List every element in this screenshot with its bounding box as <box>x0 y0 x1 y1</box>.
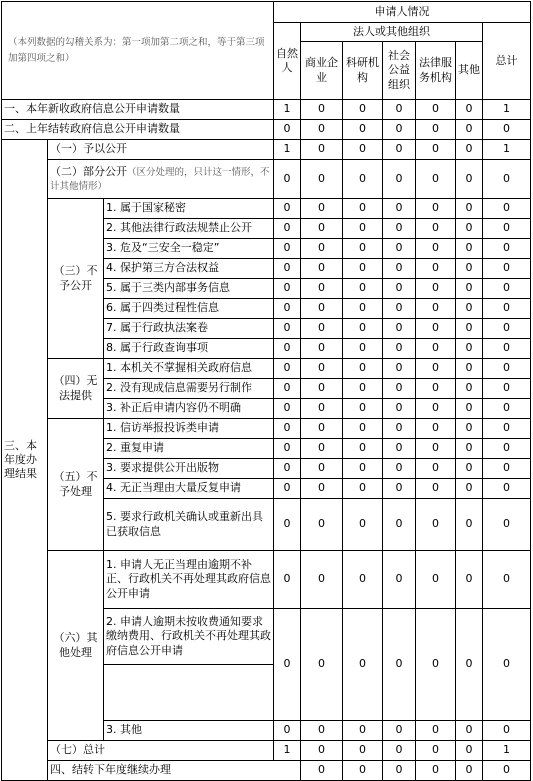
group6-label: （六）其他处理 <box>48 551 104 741</box>
row-label: 一、本年新收政府信息公开申请数量 <box>2 100 274 120</box>
cell: 0 <box>383 479 416 499</box>
cell: 0 <box>343 761 383 781</box>
cell: 0 <box>416 459 456 479</box>
cell: 0 <box>301 299 343 319</box>
row-label: 四、结转下年度继续办理 <box>48 761 301 781</box>
cell: 0 <box>383 459 416 479</box>
cell: 0 <box>383 721 416 741</box>
header-commercial: 商业企业 <box>301 42 343 100</box>
cell: 0 <box>483 399 531 419</box>
cell: 0 <box>383 279 416 299</box>
cell: 0 <box>483 551 531 609</box>
cell: 0 <box>343 279 383 299</box>
cell: 0 <box>416 100 456 120</box>
cell: 0 <box>301 399 343 419</box>
cell: 0 <box>483 279 531 299</box>
row-label: （七）总计 <box>48 741 274 761</box>
cell: 0 <box>301 379 343 399</box>
partial-label: （二）部分公开 <box>50 164 127 178</box>
row-label: 2. 重复申请 <box>104 439 274 459</box>
cell: 0 <box>383 319 416 339</box>
cell: 0 <box>416 279 456 299</box>
cell: 0 <box>383 160 416 199</box>
table-row <box>2 199 531 219</box>
group4-label: （四）无法提供 <box>48 359 104 419</box>
cell: 0 <box>383 140 416 160</box>
cell: 0 <box>301 551 343 609</box>
cell: 0 <box>343 479 383 499</box>
cell: 0 <box>301 140 343 160</box>
row-label: 8. 属于行政查询事项 <box>104 339 274 359</box>
cell: 1 <box>483 140 531 160</box>
cell: 0 <box>301 359 343 379</box>
cell: 0 <box>301 259 343 279</box>
table-row <box>2 100 531 120</box>
table-row <box>2 419 531 439</box>
cell: 0 <box>483 609 531 721</box>
cell: 0 <box>343 319 383 339</box>
cell: 0 <box>301 339 343 359</box>
cell: 0 <box>383 551 416 609</box>
header-legal-group: 法人或其他组织 <box>301 23 483 42</box>
row-label: 5. 属于三类内部事务信息 <box>104 279 274 299</box>
cell: 0 <box>343 459 383 479</box>
cell: 0 <box>416 479 456 499</box>
header-other: 其他 <box>456 42 483 100</box>
table-row <box>2 140 531 160</box>
row-label: （一）予以公开 <box>48 140 274 160</box>
cell: 0 <box>456 721 483 741</box>
cell: 0 <box>383 339 416 359</box>
cell: 0 <box>416 219 456 239</box>
cell: 0 <box>456 439 483 459</box>
cell: 0 <box>416 741 456 761</box>
cell: 0 <box>416 199 456 219</box>
row-label: 3. 其他 <box>104 721 274 741</box>
cell: 0 <box>456 761 483 781</box>
cell: 0 <box>456 299 483 319</box>
cell: 0 <box>416 359 456 379</box>
cell: 0 <box>383 609 416 721</box>
cell: 0 <box>456 279 483 299</box>
cell: 0 <box>456 259 483 279</box>
cell: 0 <box>456 199 483 219</box>
cell: 0 <box>383 120 416 140</box>
cell: 0 <box>483 160 531 199</box>
cell: 0 <box>343 259 383 279</box>
cell: 0 <box>301 279 343 299</box>
cell: 0 <box>456 239 483 259</box>
cell: 0 <box>274 551 301 609</box>
cell: 0 <box>301 459 343 479</box>
row-label: 6. 属于四类过程性信息 <box>104 299 274 319</box>
cell: 0 <box>383 379 416 399</box>
cell: 1 <box>274 100 301 120</box>
cell: 0 <box>343 741 383 761</box>
cell: 0 <box>456 419 483 439</box>
cell: 0 <box>274 499 301 551</box>
cell: 0 <box>274 259 301 279</box>
cell: 0 <box>456 379 483 399</box>
cell: 0 <box>274 219 301 239</box>
cell: 0 <box>301 609 343 721</box>
cell: 0 <box>343 419 383 439</box>
cell: 0 <box>274 199 301 219</box>
cell: 0 <box>301 239 343 259</box>
table-row <box>2 160 531 199</box>
cell: 0 <box>416 439 456 459</box>
cell: 0 <box>416 551 456 609</box>
cell: 0 <box>383 239 416 259</box>
row-label: 4. 无正当理由大量反复申请 <box>104 479 274 499</box>
cell: 0 <box>416 259 456 279</box>
cell: 0 <box>383 299 416 319</box>
row-label: 二、上年结转政府信息公开申请数量 <box>2 120 274 140</box>
cell: 0 <box>456 319 483 339</box>
cell: 0 <box>343 379 383 399</box>
cell: 0 <box>274 379 301 399</box>
cell: 0 <box>301 319 343 339</box>
cell: 0 <box>274 319 301 339</box>
cell: 0 <box>383 439 416 459</box>
cell: 0 <box>416 140 456 160</box>
header-note: （本列数据的勾稽关系为：第一项加第二项之和，等于第三项加第四项之和） <box>2 2 274 100</box>
cell: 0 <box>456 359 483 379</box>
cell: 0 <box>343 140 383 160</box>
cell: 0 <box>383 499 416 551</box>
cell: 0 <box>274 459 301 479</box>
cell: 0 <box>274 339 301 359</box>
cell: 0 <box>456 160 483 199</box>
row-label: 5. 要求行政机关确认或重新出具已获取信息 <box>104 499 274 551</box>
cell: 0 <box>343 609 383 721</box>
cell: 0 <box>383 741 416 761</box>
cell: 0 <box>301 741 343 761</box>
row-label: 2. 申请人逾期未按收费通知要求缴纳费用、行政机关不再处理其政府信息公开申请 <box>104 609 274 665</box>
cell: 0 <box>383 100 416 120</box>
cell: 1 <box>483 741 531 761</box>
cell: 0 <box>416 160 456 199</box>
cell: 0 <box>301 160 343 199</box>
header-public-org: 社会公益组织 <box>383 42 416 100</box>
cell: 0 <box>343 499 383 551</box>
cell: 0 <box>301 199 343 219</box>
cell: 0 <box>416 379 456 399</box>
cell: 0 <box>483 259 531 279</box>
section3-label: 三、本年度办理结果 <box>2 140 48 781</box>
cell: 0 <box>343 219 383 239</box>
cell: 0 <box>301 439 343 459</box>
cell: 0 <box>274 120 301 140</box>
cell: 0 <box>456 499 483 551</box>
group5-label: （五）不予处理 <box>48 419 104 551</box>
header-research: 科研机构 <box>343 42 383 100</box>
cell: 0 <box>274 160 301 199</box>
cell: 0 <box>483 120 531 140</box>
cell: 0 <box>274 359 301 379</box>
cell: 0 <box>483 761 531 781</box>
cell: 0 <box>274 279 301 299</box>
cell: 1 <box>274 741 301 761</box>
cell: 0 <box>274 721 301 741</box>
blank-cell <box>104 665 274 721</box>
cell: 0 <box>483 419 531 439</box>
cell: 0 <box>274 479 301 499</box>
cell: 0 <box>416 761 456 781</box>
cell: 0 <box>343 100 383 120</box>
cell: 0 <box>483 219 531 239</box>
partial-note: （区分处理的，只计这一情形，不计其他情形） <box>50 166 270 192</box>
cell: 0 <box>383 199 416 219</box>
row-label: 3. 危及“三安全一稳定” <box>104 239 274 259</box>
table-row <box>2 761 531 781</box>
cell: 0 <box>343 160 383 199</box>
table-row <box>2 359 531 379</box>
cell: 0 <box>416 120 456 140</box>
cell: 0 <box>343 399 383 419</box>
row-label: 4. 保护第三方合法权益 <box>104 259 274 279</box>
cell: 0 <box>383 219 416 239</box>
cell: 0 <box>383 359 416 379</box>
cell: 0 <box>416 721 456 741</box>
cell: 0 <box>416 299 456 319</box>
cell: 0 <box>343 199 383 219</box>
row-label: 1. 本机关不掌握相关政府信息 <box>104 359 274 379</box>
cell: 0 <box>456 609 483 721</box>
cell: 0 <box>483 439 531 459</box>
row-label: 1. 信访举报投诉类申请 <box>104 419 274 439</box>
cell: 0 <box>301 479 343 499</box>
header-total: 总计 <box>483 23 531 100</box>
cell: 1 <box>483 100 531 120</box>
cell: 0 <box>383 419 416 439</box>
cell: 0 <box>416 609 456 721</box>
cell: 0 <box>301 499 343 551</box>
cell: 0 <box>383 399 416 419</box>
cell: 0 <box>456 219 483 239</box>
cell: 0 <box>416 319 456 339</box>
header-legal-service: 法律服务机构 <box>416 42 456 100</box>
cell: 0 <box>383 259 416 279</box>
cell: 0 <box>343 721 383 741</box>
cell: 0 <box>456 551 483 609</box>
cell: 0 <box>383 761 416 781</box>
cell: 0 <box>301 219 343 239</box>
cell: 0 <box>343 239 383 259</box>
row-label: 1. 属于国家秘密 <box>104 199 274 219</box>
cell: 0 <box>343 359 383 379</box>
cell: 0 <box>343 551 383 609</box>
cell: 0 <box>343 439 383 459</box>
cell: 0 <box>274 419 301 439</box>
cell: 0 <box>456 140 483 160</box>
cell: 0 <box>343 120 383 140</box>
cell: 0 <box>483 499 531 551</box>
cell: 0 <box>416 399 456 419</box>
cell: 0 <box>456 339 483 359</box>
cell: 0 <box>483 379 531 399</box>
cell: 0 <box>456 741 483 761</box>
row-label <box>48 160 274 199</box>
cell: 0 <box>416 239 456 259</box>
cell: 0 <box>416 419 456 439</box>
cell: 0 <box>343 339 383 359</box>
cell: 0 <box>301 120 343 140</box>
cell: 0 <box>274 299 301 319</box>
cell: 0 <box>416 339 456 359</box>
cell: 0 <box>456 479 483 499</box>
cell: 0 <box>483 339 531 359</box>
cell: 0 <box>483 319 531 339</box>
table-row <box>2 120 531 140</box>
header-applicant: 申请人情况 <box>274 2 531 23</box>
table-row <box>2 551 531 609</box>
cell: 0 <box>456 120 483 140</box>
row-label: 1. 申请人无正当理由逾期不补正、行政机关不再处理其政府信息公开申请 <box>104 551 274 609</box>
cell: 0 <box>483 479 531 499</box>
cell: 0 <box>483 299 531 319</box>
cell: 0 <box>456 399 483 419</box>
cell: 1 <box>274 140 301 160</box>
cell: 0 <box>456 459 483 479</box>
info-disclosure-table <box>1 1 531 781</box>
group3-label: （三）不予公开 <box>48 199 104 359</box>
cell: 0 <box>483 721 531 741</box>
cell: 0 <box>301 761 343 781</box>
cell: 0 <box>483 459 531 479</box>
row-label: 7. 属于行政执法案卷 <box>104 319 274 339</box>
cell: 0 <box>483 239 531 259</box>
row-label: 2. 没有现成信息需要另行制作 <box>104 379 274 399</box>
cell: 0 <box>274 239 301 259</box>
cell: 0 <box>343 299 383 319</box>
cell: 0 <box>274 439 301 459</box>
cell: 0 <box>416 499 456 551</box>
cell: 0 <box>483 359 531 379</box>
cell: 0 <box>301 419 343 439</box>
row-label: 3. 补正后申请内容仍不明确 <box>104 399 274 419</box>
table-row <box>2 741 531 761</box>
header-natural-person: 自然人 <box>274 23 301 100</box>
row-label: 3. 要求提供公开出版物 <box>104 459 274 479</box>
row-label: 2. 其他法律行政法规禁止公开 <box>104 219 274 239</box>
cell: 0 <box>456 100 483 120</box>
cell: 0 <box>483 199 531 219</box>
cell: 0 <box>274 609 301 721</box>
cell: 0 <box>274 399 301 419</box>
cell: 0 <box>301 100 343 120</box>
cell: 0 <box>301 721 343 741</box>
